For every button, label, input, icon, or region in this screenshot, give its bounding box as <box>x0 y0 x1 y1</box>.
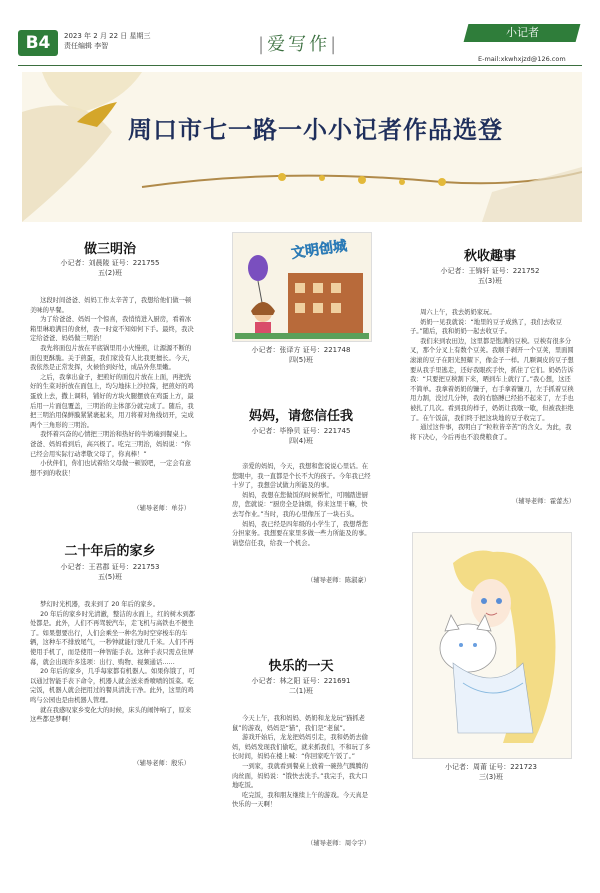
paragraph: 我怀着兴奋的心情把三明治和热好的牛奶端到餐桌上。爸爸、妈妈看到后，高兴极了。吃完三明治，妈妈说：“你已经会用实际行动孝敬父母了，你真棒！” <box>30 431 192 458</box>
picture-caption <box>232 345 370 365</box>
flower-icon <box>278 173 286 181</box>
paragraph: 奶奶一见我就说：“地里的豆子成熟了，我们去收豆子。”随后，我和奶奶一起去收豆子。 <box>410 318 562 336</box>
section-title: |爱写作| <box>258 34 340 55</box>
banner <box>22 72 582 222</box>
paragraph: 妈妈，我想在您做饭的时候帮忙，可刚踏进厨房，您就说：“厨房全是油烟，你来这里干嘛，快去写作业。”当时，我的心里像压了一块石头。 <box>232 491 369 518</box>
brand-label: 小记者 <box>505 26 539 39</box>
paragraph: 梦幻时光机器，我来到了 20 年后的家乡。 <box>40 601 160 608</box>
article-title: 妈妈，请您信任我 <box>248 409 353 424</box>
contact-email: E-mail:xkwhxjzd@126.com <box>478 55 566 63</box>
paragraph: 通过这件事，我明白了“粒粒皆辛苦”的含义。为此，我将下决心，今后再也不浪费粮食了。 <box>410 424 572 441</box>
tutor-credit: （辅导老师：殷乐） <box>133 760 190 767</box>
drawing-picture <box>412 532 572 759</box>
drawing-picture <box>232 232 372 342</box>
picture-caption <box>412 762 570 782</box>
paragraph: 亲爱的妈妈，今天，我想和您说说心里话。在您眼中，我一直都是个长不大的孩子。今年我已经十岁了，我想尝试做力所能及的事。 <box>232 463 371 490</box>
banner-title: 周口市七一路一小小记者作品选登 <box>128 116 503 144</box>
tutor-credit: （辅导老师：陈淑豪） <box>307 577 370 584</box>
article-body <box>30 296 195 478</box>
brand-tag <box>464 24 581 42</box>
article-body <box>232 462 372 548</box>
flower-icon <box>399 179 405 185</box>
paragraph: 就在我感叹家乡变化大的时候，床头的闹钟响了，原来这些都是梦啊！ <box>30 706 192 724</box>
article-body <box>410 308 575 442</box>
page-number-badge: B4 <box>18 30 58 56</box>
paragraph: 今天上午，我和妈妈、奶奶和龙龙玩“猫抓老鼠”的游戏，妈妈是“猫”，我们是“老鼠”。 <box>232 715 365 732</box>
paragraph: 我们来到农田边，这里都是饱满的豆秧。豆秧有很多分叉，那个分叉上有数个豆荚。我顺手剥开一个豆荚，里面圆滚滚的豆子在阳光照耀下，像金子一样。几颗调皮的豆子想要从我手里逃走，还好我眼疾手快，抓住了它们。奶奶告诉我：“只要把豆秧割下来，晒到车上就行了。”我心想，这还不简单。我拿着奶奶的镰子，右手拿着镰刀，左手抓着豆秧用力割，没过几分钟，我的右胳膊已经抬不起来了，左手也被扎了几次。看到我的样子，奶奶让我歇一歇，但被我拒绝了。在午饭前，我们终于把这块地的豆子收完了。 <box>410 337 574 422</box>
editor-line: 责任编辑 李智 <box>64 42 109 50</box>
tutor-credit: （辅导老师：周令宇） <box>307 840 370 847</box>
tutor-credit: （辅导老师：霍蕾杰） <box>512 498 575 505</box>
paragraph: 20 年后的家乡时光清澈，整洁的水面上，红的树木到都处都是。此外，人们不再驾驶汽车，走飞机与高铁也不便坐了。如果想要出行，人们会乘坐一种名为时空穿梭车的车辆，这种车不排放尾气，一秒钟就能行驶几千米。人们不再使用手机了，而是使用一种智能手表。这种手表只需点住屏幕，就会出现许多选项：出行、购物、视频通话…… <box>30 610 195 666</box>
class-text: 四(4)班 <box>289 437 313 445</box>
class-text: 四(5)班 <box>289 356 313 364</box>
issue-date <box>64 31 151 51</box>
article-title: 二十年后的家乡 <box>64 544 156 559</box>
article-byline <box>30 562 190 582</box>
byline-text: 小记者：张译方 证号：221748 <box>251 346 351 354</box>
paragraph: 吃完饭，我和朋友继续上午的游戏。今天真是快乐的一天啊！ <box>232 791 369 809</box>
class-text: 二(1)班 <box>289 687 313 695</box>
flower-icon <box>358 176 366 184</box>
paragraph: 妈妈，我已经是四年级的小学生了，我想帮您分担家务。我想要在家里多做一些力所能及的事。请您信任我，给我一个机会。 <box>232 520 371 547</box>
section-label: 爱写作 <box>267 34 331 55</box>
article-title: 做三明治 <box>83 242 136 257</box>
paragraph: 周六上午，我去奶奶家玩。 <box>420 309 496 316</box>
article-title: 快乐的一天 <box>268 659 334 674</box>
leaf-decor <box>482 167 582 222</box>
class-text: 五(2)班 <box>98 269 122 277</box>
class-text: 三(3)班 <box>479 773 503 781</box>
paragraph: 游戏开始后，龙龙把妈妈引走，我和奶奶去偷妈，妈妈发现我们偷吃，就来抓我们，不和玩了多长时间，妈妈在楼上喊：“你回家吃午饭了。” <box>232 734 371 761</box>
byline-text: 小记者：林之阳 证号：221691 <box>251 677 351 685</box>
flower-icon <box>438 178 446 186</box>
drawing-title-text: 文明创城 <box>290 238 348 262</box>
article-byline <box>232 426 370 446</box>
date-line: 2023 年 2 月 22 日 星期三 <box>64 32 151 40</box>
paragraph: 小伙伴们，你们也试着给父母做一顿饭吧，一定会有意想不到的收获！ <box>30 460 192 477</box>
paragraph: 一到家，我就看到餐桌上放着一碗热气腾腾的肉丝面，妈妈说：“饿快去洗手。”我完手，我大口地吃饭。 <box>232 762 369 790</box>
tutor-credit: （辅导老师：单芬） <box>133 505 190 512</box>
flower-icon <box>319 175 325 181</box>
byline-text: 小记者：刘晨陵 证号：221755 <box>60 259 160 267</box>
byline-text: 小记者：周莆 证号：221723 <box>445 763 537 771</box>
child-drawing-girl-cat-picture <box>413 533 571 758</box>
paragraph: 这段时间爸爸、妈妈工作太辛苦了，我想给他们做一顿美味的早餐。 <box>30 297 192 314</box>
paragraph: 我先将面包片放在平底锅里用小火慢煎，让源源不断的面包更酥脆。关于煎蛋，我们家没有人比我更擅长。今天，我依然是正常发挥，火候恰到好处，成品外焦里嫩。 <box>30 344 194 372</box>
paragraph: 20 年后的家乡，几乎每家都有机器人。如果你饿了，可以通过智能手表下命令，机器人就会送来香喷喷的饭菜。吃完饭，机器人就会把用过的餐具清洗干净。此外，这里的鸡鸣与公园也是由机器人管理。 <box>30 668 195 704</box>
class-text: 五(5)班 <box>98 573 122 581</box>
byline-text: 小记者：毕铮贝 证号：221745 <box>251 427 351 435</box>
byline-text: 小记者：王锦轩 证号：221752 <box>440 267 540 275</box>
article-byline <box>232 676 370 696</box>
paragraph: 为了给爸爸、妈妈一个惊喜，我悄悄进入厨房，看着冰箱里琳琅满目的食材，我一时竟不知如何下手。最终，我决定给爸爸、妈妈做三明治！ <box>30 316 194 343</box>
class-text: 五(3)班 <box>478 277 502 285</box>
paragraph: 之后，我拿出盒子，把煎好的面包片放在上面，再把洗好的生菜对折放在面包上，均匀地抹上沙拉酱，把煎好的鸡蛋放上去，撒上调料，铺好的方块火腿摆放在鸡蛋上方，最后用一片面包覆盖，三明治的主体部分就完成了。随后，我把三明治用保鲜膜紧紧裹起来，用刀将着对角线切开，完成两个三角形的三明治。 <box>30 373 194 429</box>
article-body <box>30 600 195 725</box>
byline-text: 小记者：王君郡 证号：221753 <box>60 563 160 571</box>
article-title: 秋收趣事 <box>463 249 516 264</box>
article-byline <box>30 258 190 278</box>
banner-decoration <box>22 72 582 222</box>
article-byline <box>410 266 570 286</box>
header-rule <box>18 65 582 66</box>
article-body <box>232 714 372 810</box>
